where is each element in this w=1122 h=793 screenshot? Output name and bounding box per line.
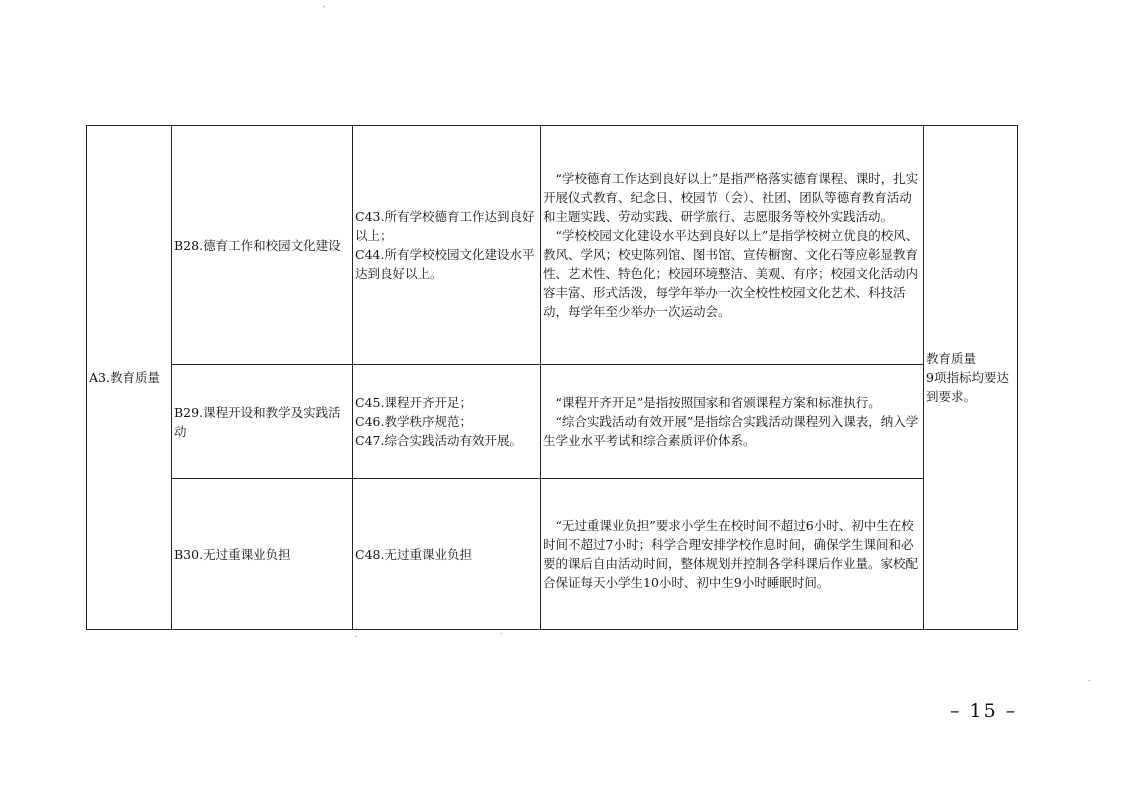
scan-speck (500, 633, 502, 634)
a-level-cell (87, 126, 172, 630)
c-indicator: C44.所有学校校园文化建设水平达到良好以上。 (355, 247, 535, 281)
requirement-title: 教育质量 (926, 351, 977, 366)
evaluation-table (86, 125, 1018, 630)
c-indicator: C43.所有学校德育工作达到良好以上； (355, 209, 535, 243)
description-cell (541, 479, 924, 630)
c-indicator: C45.课程开齐开足； (355, 395, 472, 410)
description-paragraph: “综合实践活动有效开展”是指综合实践活动课程列入课表，纳入学生学业水平考试和综合素质评价体系。 (543, 414, 919, 448)
scan-speck (1088, 680, 1090, 681)
description-paragraph: “课程开齐开足”是指按照国家和省颁课程方案和标准执行。 (555, 395, 881, 410)
description-cell (541, 365, 924, 479)
c-indicator: C47.综合实践活动有效开展。 (355, 433, 522, 448)
b-level-cell (172, 126, 353, 365)
scan-speck (355, 636, 357, 637)
b-level-cell (172, 365, 353, 479)
requirement-text: 9项指标均要达到要求。 (926, 370, 1009, 404)
b-level-label: B30.无过重课业负担 (174, 546, 291, 562)
c-level-cell (353, 126, 541, 365)
table-row (87, 126, 1018, 365)
page-number: – 15 – (950, 700, 1018, 722)
description-paragraph: “学校校园文化建设水平达到良好以上”是指学校树立优良的校风、教风、学风；校史陈列馆、图书馆、宣传橱窗、文化石等应彰显教育性、艺术性、特色化；校园环境整洁、美观、有序；校园文化活动内容丰富、形式活泼，每学年举办一次全校性校园文化艺术、科技活动，每学年至少举办一次运动会。 (543, 228, 919, 319)
c-indicator: C46.教学秩序规范； (355, 414, 472, 429)
b-level-cell (172, 479, 353, 630)
description-cell (541, 126, 924, 365)
a-level-label: A3.教育质量 (89, 370, 160, 385)
table-row (87, 479, 1018, 630)
requirement-cell (924, 126, 1018, 630)
b-level-label: B28.德育工作和校园文化建设 (174, 237, 341, 253)
description-paragraph: “无过重课业负担”要求小学生在校时间不超过6小时、初中生在校时间不超过7小时；科学合理安排学校作息时间，确保学生课间和必要的课后自由活动时间，整体规划并控制各学科课后作业量。家校配合保证每天小学生10小时、初中生9小时睡眠时间。 (543, 518, 919, 590)
scan-speck (323, 6, 325, 7)
c-indicator: C48.无过重课业负担 (355, 546, 472, 562)
table-row (87, 365, 1018, 479)
b-level-label: B29.课程开设和教学及实践活动 (174, 404, 341, 439)
c-level-cell (353, 365, 541, 479)
c-level-cell (353, 479, 541, 630)
description-paragraph: “学校德育工作达到良好以上”是指严格落实德育课程、课时，扎实开展仪式教育、纪念日、校园节（会）、社团、团队等德育教育活动和主题实践、劳动实践、研学旅行、志愿服务等校外实践活动。 (543, 171, 919, 224)
